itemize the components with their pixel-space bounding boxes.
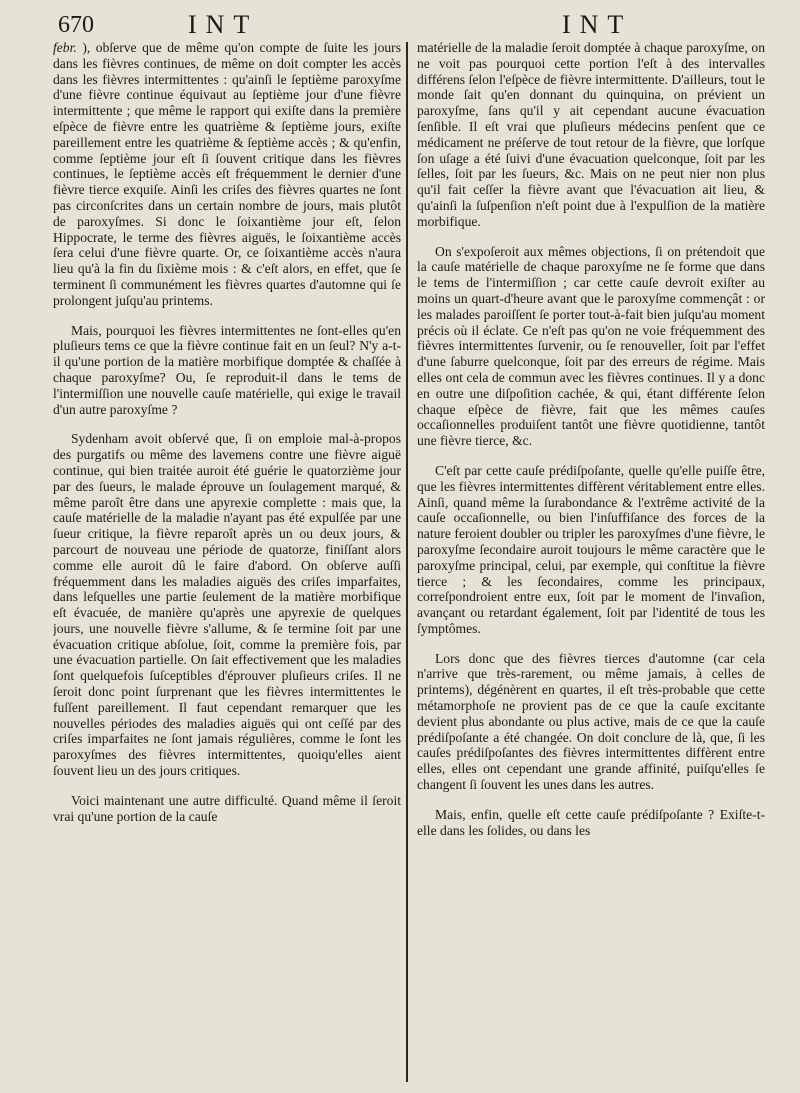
paragraph: C'eſt par cette cauſe prédiſpoſante, quelle qu'elle puiſſe être, que les fièvres intermittentes diffèrent véritablement entre elles. Ainſi, quand même la ſurabondance & l'extrême activité de la cauſe occaſionnelle, ou bien l'inſuffiſance des forces de la nature feroient doubler ou tripler les paroxyſmes d'une fièvre, le paroxyſme ſecondaire auroit toujours le même caractère que le paroxyſme principal, celui, par exemple, qui conſtitue la fièvre tierce ; & les ſecondaires, comme les principaux, correſpondroient entre eux, ſoit par le moment de l'invaſion, avançant ou retardant également, ſoit par l'identité de tous les ſymptômes. [417, 462, 765, 636]
paragraph: Mais, enfin, quelle eſt cette cauſe prédiſpoſante ? Exiſte-t-elle dans les ſolides, ou dans les [417, 806, 765, 838]
paragraph: matérielle de la maladie ſeroit domptée à chaque paroxyſme, on ne voit pas pourquoi cette portion l'eſt à des intervalles différens ſelon l'eſpèce de fièvre intermittente. D'ailleurs, tout le monde ſait qu'en donnant du quinquina, on prévient un paroxyſme, ſans qu'il y ait cependant aucune évacuation ſenſible. Il eſt vrai que pluſieurs médecins penſent que ce médicament ne préſerve de tout retour de la fièvre, que lorſque ſon uſage a été ſuivi d'une évacuation quelconque, ſoit par les ſelles, ſoit par les ſueurs, &c. Mais on ne peut nier non plus qu'il fait ceſſer la fièvre avant que l'évacuation ait lieu, & qu'ainſi la ſuſpenſion n'eſt point due à l'expulſion de la matière morbifique. [417, 40, 765, 229]
paragraph: Lors donc que des fièvres tierces d'automne (car cela n'arrive que très-rarement, ou même jamais, à celles de printems), dégénèrent en quartes, il eſt très-probable que cette métamorphoſe ne provient pas de ce que la cauſe excitante devient plus abondante ou plus active, mais de ce que la cauſe prédiſpoſante a été changée. On doit conclure de là, que, ſi les cauſes prédiſpoſantes des fièvres intermittentes diffèrent entre elles, elles ont cependant une grande affinité, puiſqu'elles ſe changent ſi ſouvent les unes dans les autres. [417, 650, 765, 793]
paragraph: On s'expoſeroit aux mêmes objections, ſi on prétendoit que la cauſe matérielle de chaque paroxyſme ne ſe forme que dans le tems de l'intermiſſion ; car cette cauſe devroit exiſter au moins un quart-d'heure avant que le paroxyſme commençât : or les malades paroiſſent ſe porter tout-à-fait bien juſqu'au moment précis où il éclate. Ce n'eſt pas qu'on ne voie fréquemment des fièvres intermittentes ſurvenir, ou ſe renouveller, ſoit par l'effet d'une ſaburre quelconque, ſoit par des erreurs de régime. Mais elles ont cela de commun avec les fièvres continues. Il y a donc en outre une diſpoſition cachée, & qui, étant différente ſelon chaque eſpèce de fièvre, fait que les mêmes cauſes occaſionnelles produiſent tantôt une fièvre quotidienne, tantôt une fièvre tierce, &c. [417, 243, 765, 449]
paragraph: Mais, pourquoi les fièvres intermittentes ne ſont-elles qu'en pluſieurs tems ce que la fièvre continue fait en un ſeul? N'y a-t-il qu'une portion de la matière morbifique domptée & chaſſée à chaque paroxyſme? Ou, ſe reproduit-il dans le tems de l'intermiſſion une nouvelle cauſe matérielle, qui exige le travail d'un autre paroxyſme ? [53, 322, 401, 417]
page-number: 670 [58, 12, 94, 38]
running-head-left: INT [188, 10, 259, 39]
page-header [0, 4, 800, 40]
paragraph: Sydenham avoit obſervé que, ſi on emploie mal-à-propos des purgatifs ou même des lavemens contre une fièvre aiguë continue, qui bien traitée auroit été guérie le quatorzième jour par des ſueurs, le malade éprouve un ſoulagement marqué, & même paroît être dans une apyrexie complette : mais que, la cauſe matérielle de la maladie n'ayant pas été expulſée par une ſueur critique, la fièvre reparoît après un ou deux jours, & parcourt de nouveau une période de quatorze, finiſſant alors comme elle auroit dû le faire d'abord. On obſerve auſſi fréquemment dans les maladies aiguës des criſes imparfaites, dans leſquelles une partie ſeulement de la matière morbifique eſt évacuée, de manière qu'après une apyrexie de quelques jours, une nouvelle fièvre s'allume, & ſe termine ſoit par une évacuation critique abſolue, ſoit, comme la première fois, par une évacuation partielle. On ſait effectivement que les maladies ſont quelquefois ſuſceptibles d'éprouver pluſieurs criſes. Il ne ſeroit donc point ſurprenant que les fièvres intermittentes le fuſſent pareillement. Il faut cependant remarquer que les nouvelles périodes des maladies aiguës qui ont ceſſé par des criſes imparfaites ne ſont jamais régulières, comme le ſont les paroxyſmes des fièvres intermittentes, quoiqu'elles aient ſouvent lieu un des jours critiques. [53, 431, 401, 779]
left-column [53, 40, 401, 1085]
paragraph: Voici maintenant une autre difficulté. Quand même il ſeroit vrai qu'une portion de la cauſe [53, 792, 401, 824]
running-head-right: INT [562, 10, 633, 39]
column-divider [406, 42, 408, 1082]
abbreviation: febr. [53, 40, 77, 55]
right-column [417, 40, 765, 1085]
paragraph: febr. ), obſerve que de même qu'on compte de ſuite les jours dans les fièvres continues, de même on doit compter les accès dans les fièvres intermittentes : qu'ainſi le ſeptième paroxyſme d'une fièvre continue équivaut au ſeptième jour d'une fièvre intermittente ; que même le rapport qui exiſte dans la première eſpèce de fièvre entre les quatrième & ſeptième jours, exiſte pareillement entre les quatrième & ſeptième accès ; & qu'enfin, comme ſeptième jour eſt ſi ſouvent critique dans les fièvres continues, le ſeptième accès eſt fréquemment le dernier d'une fièvre tierce exquiſe. Ainſi les criſes des fièvres quartes ne ſont pas circonſcrites dans un certain nombre de jours, mais plutôt de paroxyſmes. Si donc le ſoixantième jour eſt, ſelon Hippocrate, le terme des fièvres aiguës, le ſoixantième accès ſera celui d'une fièvre quarte. Or, ce ſoixantième accès n'aura lieu qu'à la fin du ſixième mois : & c'eſt alors, en effet, que ſe terminent ſi communément les fièvres quartes d'automne qui ſe prolongent juſqu'au printems. [53, 40, 401, 308]
